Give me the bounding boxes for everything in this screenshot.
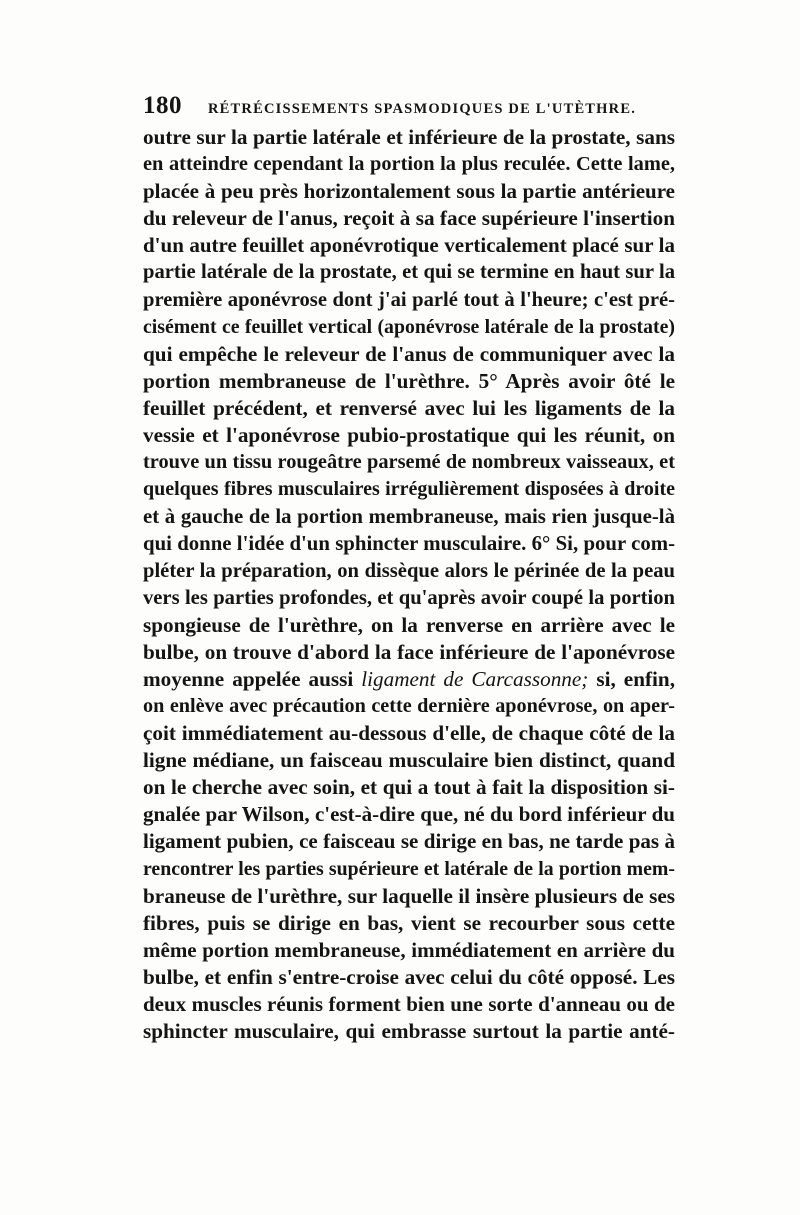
italic-term: ligament de Carcassonne; — [361, 666, 589, 691]
text-line: et à gauche de la portion membraneuse, mais rien jusque-là — [143, 505, 675, 529]
text-line: même portion membraneuse, immédiatement en arrière du — [143, 937, 675, 962]
text-line: gnalée par Wilson, c'est-à-dire que, né du bord inférieur du — [143, 802, 675, 827]
text-line: sphincter musculaire, qui embrasse surtout la partie anté- — [143, 1019, 675, 1044]
text-line: en atteindre cependant la portion la plus reculée. Cette lame, — [143, 153, 675, 176]
text-line: ligne médiane, un faisceau musculaire bien distinct, quand — [143, 748, 675, 773]
text-line: vers les parties profondes, et qu'après avoir coupé la portion — [143, 586, 675, 609]
text-line: partie latérale de la prostate, et qui se termine en haut sur la — [143, 261, 675, 284]
text-line: pléter la préparation, on dissèque alors le périnée de la peau — [143, 559, 675, 582]
text-line: feuillet précédent, et renversé avec lui les ligaments de la — [143, 395, 675, 420]
text-line: d'un autre feuillet aponévrotique verticalement placé sur la — [143, 233, 675, 258]
text-line: rencontrer les parties supérieure et latérale de la portion mem- — [143, 857, 675, 880]
text-line: trouve un tissu rougeâtre parsemé de nombreux vaisseaux, et — [143, 451, 675, 474]
text-line: bulbe, et enfin s'entre-croise avec celui du côté opposé. Les — [143, 964, 675, 989]
line-segment: moyenne appelée aussi — [143, 666, 362, 691]
text-line: on enlève avec précaution cette dernière aponévrose, on aper- — [143, 694, 675, 717]
text-line: première aponévrose dont j'ai parlé tout à l'heure; c'est pré- — [143, 288, 675, 311]
body-text — [143, 124, 675, 1045]
text-line: deux muscles réunis forment bien une sorte d'anneau ou de — [143, 992, 675, 1016]
text-line: du releveur de l'anus, reçoit à sa face supérieure l'insertion — [143, 206, 675, 231]
text-line: qui empêche le releveur de l'anus de communiquer avec la — [143, 341, 675, 366]
text-line: vessie et l'aponévrose pubio-prostatique qui les réunit, on — [143, 423, 675, 448]
text-line: quelques fibres musculaires irrégulièrement disposées à droite — [143, 478, 675, 501]
line-segment: si, enfin, — [588, 666, 676, 691]
running-head — [143, 92, 673, 122]
text-line-with-italic — [143, 666, 675, 693]
text-line: on le cherche avec soin, et qui a tout à fait la disposition si- — [143, 775, 675, 800]
text-line: qui donne l'idée d'un sphincter musculaire. 6° Si, pour com- — [143, 532, 675, 556]
text-line: outre sur la partie latérale et inférieure de la prostate, sans — [143, 125, 675, 149]
text-line: placée à peu près horizontalement sous la partie antérieure — [143, 179, 675, 204]
text-line: portion membraneuse de l'urèthre. 5° Après avoir ôté le — [143, 368, 675, 393]
text-line: spongieuse de l'urèthre, on la renverse en arrière avec le — [143, 612, 675, 637]
text-line: çoit immédiatement au-dessous d'elle, de chaque côté de la — [143, 721, 675, 746]
text-line: braneuse de l'urèthre, sur laquelle il insère plusieurs de ses — [143, 883, 675, 908]
running-title: RÉTRÉCISSEMENTS SPASMODIQUES DE L'UTÈTHRE. — [208, 101, 637, 117]
page-number: 180 — [143, 92, 182, 119]
text-line: ligament pubien, ce faisceau se dirige en bas, ne tarde pas à — [143, 829, 675, 854]
text-line: fibres, puis se dirige en bas, vient se recourber sous cette — [143, 910, 675, 935]
text-line: cisément ce feuillet vertical (aponévrose latérale de la prostate) — [143, 315, 675, 338]
text-line: bulbe, on trouve d'abord la face inférieure de l'aponévrose — [143, 639, 675, 664]
